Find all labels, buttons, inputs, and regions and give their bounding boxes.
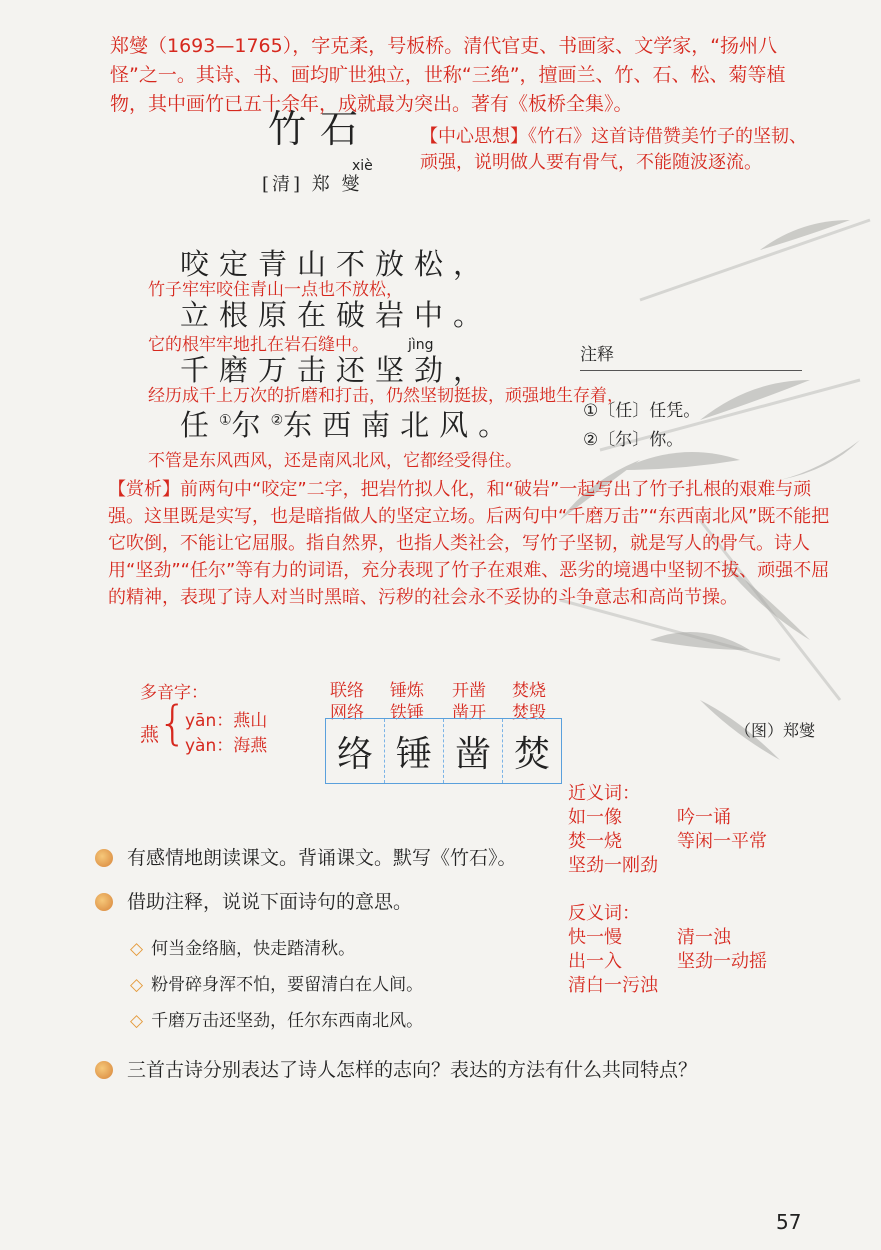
line-1-translation: 竹子牢牢咬住青山一点也不放松， bbox=[148, 280, 403, 300]
antonym-pair: 清一浊 bbox=[677, 927, 731, 948]
diamond-icon: ◇ bbox=[130, 975, 144, 995]
word-bottom-1: 网络 bbox=[330, 703, 364, 723]
word-top-4: 焚烧 bbox=[512, 681, 546, 701]
word-top-3: 开凿 bbox=[452, 681, 486, 701]
synonym-pair: 焚一烧 bbox=[568, 831, 622, 852]
page-number: 57 bbox=[776, 1210, 802, 1234]
vocabulary-boxes bbox=[325, 718, 562, 784]
synonym-pair: 等闲一平常 bbox=[677, 831, 767, 852]
diamond-icon: ◇ bbox=[130, 1011, 144, 1031]
sub-item-3: ◇ 千磨万击还坚劲，任尔东西南北风。 bbox=[130, 1011, 424, 1031]
author-biography: 郑燮（1693—1765），字克柔，号板桥。清代官吏、书画家、文学家，“扬州八怪”之一。其诗、书、画均旷世独立，世称“三绝”，擅画兰、竹、石、松、菊等植物，其中画竹已五十余年，成就最为突出。著有《板桥全集》。 bbox=[110, 35, 786, 115]
appreciation-paragraph: 【赏析】前两句中“咬定”二字，把岩竹拟人化，和“破岩”一起写出了竹子扎根的艰难与顽强。这里既是实写，也是暗指做人的坚定立场。后两句中“千磨万击”“东西南北风”既不能把它吹倒，不能让它屈服。指自然界，也指人类社会，写竹子坚韧，就是写人的骨气。诗人用“坚劲”“任尔”等有力的词语，充分表现了竹子在艰难、恶劣的境遇中坚韧不拔、顽强不屈的精神，表现了诗人对当时黑暗、污秽的社会永不妥协的斗争意志和高尚节操。 bbox=[108, 479, 830, 608]
exercise-3: 三首古诗分别表达了诗人怎样的志向？表达的方法有什么共同特点？ bbox=[95, 1055, 697, 1082]
line-3-translation: 经历成千上万次的折磨和打击，仍然坚韧挺拔，顽强地生存着， bbox=[148, 386, 624, 406]
poem-line-1: 咬定青山不放松， bbox=[180, 247, 493, 281]
line-4-translation: 不管是东风西风，还是南风北风，它都经受得住。 bbox=[148, 451, 522, 471]
word-top-2: 锤炼 bbox=[390, 681, 424, 701]
vocab-char-box: 凿 bbox=[443, 719, 502, 783]
poem-line-3: 千磨万击还坚劲， bbox=[180, 353, 493, 387]
word-bottom-3: 凿开 bbox=[452, 703, 486, 723]
poem-line-4: 任①尔②东西南北风。 bbox=[180, 408, 518, 442]
diamond-icon: ◇ bbox=[130, 939, 144, 959]
sub-item-2: ◇ 粉骨碎身浑不怕，要留清白在人间。 bbox=[130, 975, 424, 995]
polyphone-heading: 多音字： bbox=[140, 683, 208, 703]
jing-pinyin: jìng bbox=[408, 337, 434, 353]
vocab-char-box: 焚 bbox=[502, 719, 561, 783]
antonym-pair: 快一慢 bbox=[568, 927, 622, 948]
line-2-translation: 它的根牢牢地扎在岩石缝中。 bbox=[148, 335, 369, 355]
polyphone-reading-1: yān：燕山 bbox=[185, 711, 268, 731]
synonym-pair: 如一像 bbox=[568, 807, 622, 828]
synonym-pair: 坚劲一刚劲 bbox=[568, 855, 658, 876]
painting-caption: （图）郑燮 bbox=[735, 721, 816, 740]
exercise-bullet-icon bbox=[95, 893, 113, 911]
antonym-pair: 坚劲一动摇 bbox=[677, 951, 767, 972]
author-pinyin: xiè bbox=[352, 158, 373, 174]
sub-item-1: ◇ 何当金络脑，快走踏清秋。 bbox=[130, 939, 356, 959]
polyphone-reading-2: yàn：海燕 bbox=[185, 736, 268, 756]
word-bottom-2: 铁锤 bbox=[390, 703, 424, 723]
antonym-pair: 出一入 bbox=[568, 951, 622, 972]
poem-line-2: 立根原在破岩中。 bbox=[180, 298, 493, 332]
notes-divider bbox=[580, 370, 802, 371]
note-2: ②〔尔〕你。 bbox=[583, 430, 684, 450]
brace-symbol: { bbox=[158, 696, 188, 750]
vocab-char-box: 络 bbox=[336, 733, 373, 775]
poem-author: [清] 郑 燮 bbox=[262, 174, 363, 195]
central-idea: 【中心思想】《竹石》这首诗借赞美竹子的坚韧、顽强，说明做人要有骨气，不能随波逐流。 bbox=[420, 126, 807, 173]
antonyms-heading: 反义词： bbox=[568, 903, 640, 924]
synonyms-heading: 近义词： bbox=[568, 783, 640, 804]
vocab-char-box: 锤 bbox=[384, 719, 443, 783]
poem-title: 竹石 bbox=[268, 107, 373, 151]
word-top-1: 联络 bbox=[330, 681, 364, 701]
exercise-bullet-icon bbox=[95, 849, 113, 867]
exercise-1: 有感情地朗读课文。背诵课文。默写《竹石》。 bbox=[95, 843, 517, 870]
exercise-2: 借助注释，说说下面诗句的意思。 bbox=[95, 887, 412, 914]
note-1: ①〔任〕任凭。 bbox=[583, 401, 701, 421]
exercise-bullet-icon bbox=[95, 1061, 113, 1079]
synonym-pair: 吟一诵 bbox=[677, 807, 731, 828]
antonym-pair: 清白一污浊 bbox=[568, 975, 658, 996]
notes-heading: 注释 bbox=[580, 345, 614, 365]
word-bottom-4: 焚毁 bbox=[512, 703, 546, 723]
polyphone-char: 燕 bbox=[140, 724, 160, 746]
footnote-mark-1: ① bbox=[219, 412, 232, 429]
footnote-mark-2: ② bbox=[270, 412, 284, 429]
